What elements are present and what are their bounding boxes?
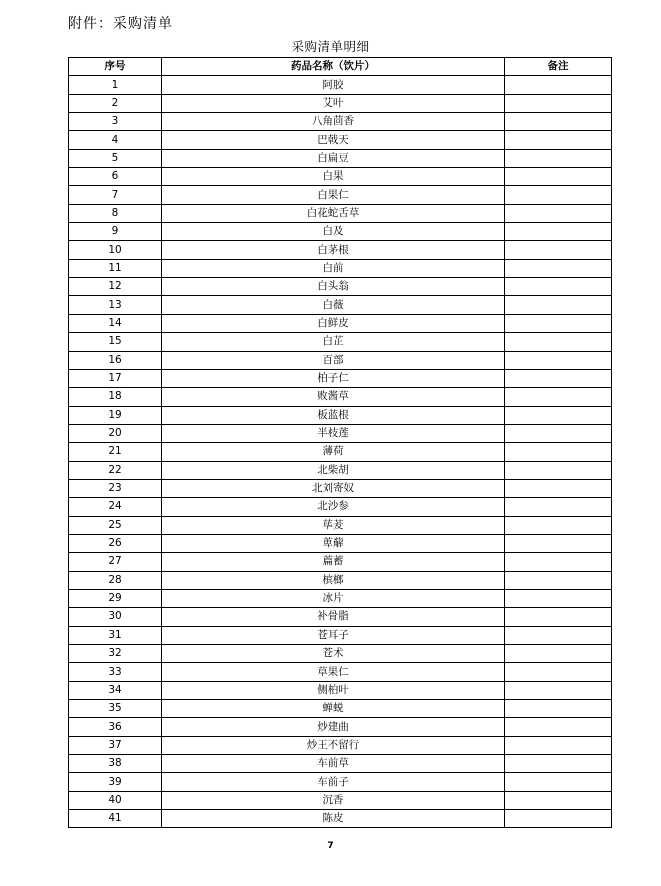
row-drug-name: 白扁豆 xyxy=(162,149,505,167)
table-row xyxy=(69,498,612,516)
row-drug-name: 冰片 xyxy=(162,589,505,607)
row-remark xyxy=(505,791,612,809)
table-row xyxy=(69,314,612,332)
row-drug-name: 艾叶 xyxy=(162,94,505,112)
row-drug-name: 柏子仁 xyxy=(162,369,505,387)
row-index: 9 xyxy=(69,223,162,241)
row-drug-name: 槟榔 xyxy=(162,571,505,589)
row-index: 4 xyxy=(69,131,162,149)
row-drug-name: 白茅根 xyxy=(162,241,505,259)
row-remark xyxy=(505,406,612,424)
table-row xyxy=(69,553,612,571)
table-row xyxy=(69,645,612,663)
row-index: 14 xyxy=(69,314,162,332)
row-drug-name: 白头翁 xyxy=(162,278,505,296)
row-remark xyxy=(505,755,612,773)
row-remark xyxy=(505,333,612,351)
table-row xyxy=(69,296,612,314)
row-index: 28 xyxy=(69,571,162,589)
row-drug-name: 陈皮 xyxy=(162,810,505,828)
row-drug-name: 白花蛇舌草 xyxy=(162,204,505,222)
row-remark xyxy=(505,718,612,736)
row-remark xyxy=(505,461,612,479)
table-row xyxy=(69,516,612,534)
row-remark xyxy=(505,498,612,516)
row-index: 27 xyxy=(69,553,162,571)
row-index: 30 xyxy=(69,608,162,626)
row-remark xyxy=(505,186,612,204)
row-index: 16 xyxy=(69,351,162,369)
row-index: 37 xyxy=(69,736,162,754)
header-index: 序号 xyxy=(69,58,162,76)
table-row xyxy=(69,663,612,681)
row-drug-name: 北沙参 xyxy=(162,498,505,516)
table-row xyxy=(69,443,612,461)
row-remark xyxy=(505,700,612,718)
row-drug-name: 炒王不留行 xyxy=(162,736,505,754)
row-index: 41 xyxy=(69,810,162,828)
row-index: 5 xyxy=(69,149,162,167)
row-drug-name: 车前子 xyxy=(162,773,505,791)
row-drug-name: 板蓝根 xyxy=(162,406,505,424)
row-drug-name: 车前草 xyxy=(162,755,505,773)
row-remark xyxy=(505,168,612,186)
row-remark xyxy=(505,296,612,314)
row-remark xyxy=(505,113,612,131)
row-remark xyxy=(505,663,612,681)
table-row xyxy=(69,94,612,112)
row-remark xyxy=(505,773,612,791)
row-index: 8 xyxy=(69,204,162,222)
row-index: 12 xyxy=(69,278,162,296)
row-index: 20 xyxy=(69,424,162,442)
row-index: 23 xyxy=(69,479,162,497)
row-index: 11 xyxy=(69,259,162,277)
row-remark xyxy=(505,443,612,461)
attachment-label: 附件：采购清单 xyxy=(68,16,173,32)
row-index: 15 xyxy=(69,333,162,351)
row-remark xyxy=(505,553,612,571)
table-row xyxy=(69,351,612,369)
row-index: 3 xyxy=(69,113,162,131)
row-drug-name: 萹蓄 xyxy=(162,553,505,571)
table-row xyxy=(69,241,612,259)
table-row xyxy=(69,700,612,718)
row-remark xyxy=(505,223,612,241)
row-index: 21 xyxy=(69,443,162,461)
row-drug-name: 白果 xyxy=(162,168,505,186)
row-index: 39 xyxy=(69,773,162,791)
page-number: 7 xyxy=(327,841,334,851)
table-row xyxy=(69,259,612,277)
table-row xyxy=(69,571,612,589)
table-row xyxy=(69,131,612,149)
row-drug-name: 蝉蜕 xyxy=(162,700,505,718)
row-index: 29 xyxy=(69,589,162,607)
row-index: 34 xyxy=(69,681,162,699)
row-remark xyxy=(505,810,612,828)
row-drug-name: 北刘寄奴 xyxy=(162,479,505,497)
row-index: 2 xyxy=(69,94,162,112)
row-drug-name: 白前 xyxy=(162,259,505,277)
row-index: 19 xyxy=(69,406,162,424)
table-row xyxy=(69,718,612,736)
table-row xyxy=(69,461,612,479)
table-row xyxy=(69,113,612,131)
row-drug-name: 白果仁 xyxy=(162,186,505,204)
row-drug-name: 白薇 xyxy=(162,296,505,314)
row-drug-name: 白鲜皮 xyxy=(162,314,505,332)
row-index: 17 xyxy=(69,369,162,387)
row-index: 40 xyxy=(69,791,162,809)
row-drug-name: 白及 xyxy=(162,223,505,241)
table-row xyxy=(69,736,612,754)
table-row xyxy=(69,168,612,186)
row-remark xyxy=(505,241,612,259)
row-remark xyxy=(505,314,612,332)
row-index: 33 xyxy=(69,663,162,681)
row-remark xyxy=(505,424,612,442)
row-remark xyxy=(505,131,612,149)
row-remark xyxy=(505,278,612,296)
table-row xyxy=(69,76,612,94)
table-body xyxy=(69,76,612,828)
header-name: 药品名称（饮片） xyxy=(162,58,505,76)
table-row xyxy=(69,810,612,828)
row-index: 22 xyxy=(69,461,162,479)
row-index: 25 xyxy=(69,516,162,534)
row-remark xyxy=(505,626,612,644)
table-row xyxy=(69,681,612,699)
row-drug-name: 侧柏叶 xyxy=(162,681,505,699)
row-drug-name: 薄荷 xyxy=(162,443,505,461)
table-row xyxy=(69,223,612,241)
header-remark: 备注 xyxy=(505,58,612,76)
row-drug-name: 草果仁 xyxy=(162,663,505,681)
row-index: 13 xyxy=(69,296,162,314)
row-drug-name: 补骨脂 xyxy=(162,608,505,626)
row-remark xyxy=(505,204,612,222)
table-row xyxy=(69,608,612,626)
row-index: 36 xyxy=(69,718,162,736)
row-drug-name: 萆薢 xyxy=(162,534,505,552)
table-row xyxy=(69,424,612,442)
row-index: 31 xyxy=(69,626,162,644)
row-index: 32 xyxy=(69,645,162,663)
table-row xyxy=(69,626,612,644)
table-row xyxy=(69,186,612,204)
row-drug-name: 百部 xyxy=(162,351,505,369)
table-title: 采购清单明细 xyxy=(291,39,370,54)
row-drug-name: 巴戟天 xyxy=(162,131,505,149)
row-remark xyxy=(505,76,612,94)
row-remark xyxy=(505,589,612,607)
row-drug-name: 八角茴香 xyxy=(162,113,505,131)
row-drug-name: 炒建曲 xyxy=(162,718,505,736)
row-remark xyxy=(505,681,612,699)
table-row xyxy=(69,204,612,222)
row-index: 24 xyxy=(69,498,162,516)
row-remark xyxy=(505,571,612,589)
row-remark xyxy=(505,479,612,497)
table-row xyxy=(69,333,612,351)
row-remark xyxy=(505,149,612,167)
row-drug-name: 阿胶 xyxy=(162,76,505,94)
table-row xyxy=(69,589,612,607)
table-header-row xyxy=(69,58,612,76)
row-index: 1 xyxy=(69,76,162,94)
row-remark xyxy=(505,534,612,552)
row-remark xyxy=(505,608,612,626)
table-row xyxy=(69,755,612,773)
table-row xyxy=(69,149,612,167)
row-remark xyxy=(505,259,612,277)
row-drug-name: 白芷 xyxy=(162,333,505,351)
row-remark xyxy=(505,94,612,112)
row-index: 10 xyxy=(69,241,162,259)
row-index: 7 xyxy=(69,186,162,204)
row-remark xyxy=(505,351,612,369)
row-index: 35 xyxy=(69,700,162,718)
row-drug-name: 苍耳子 xyxy=(162,626,505,644)
row-remark xyxy=(505,645,612,663)
table-row xyxy=(69,278,612,296)
row-index: 38 xyxy=(69,755,162,773)
row-drug-name: 半枝莲 xyxy=(162,424,505,442)
table-row xyxy=(69,534,612,552)
table-row xyxy=(69,369,612,387)
row-index: 18 xyxy=(69,388,162,406)
table-row xyxy=(69,791,612,809)
row-drug-name: 沉香 xyxy=(162,791,505,809)
table-row xyxy=(69,479,612,497)
row-remark xyxy=(505,388,612,406)
table-row xyxy=(69,388,612,406)
row-remark xyxy=(505,516,612,534)
row-drug-name: 荜茇 xyxy=(162,516,505,534)
row-drug-name: 败酱草 xyxy=(162,388,505,406)
row-remark xyxy=(505,736,612,754)
procurement-table xyxy=(68,57,612,828)
row-remark xyxy=(505,369,612,387)
row-index: 6 xyxy=(69,168,162,186)
table-row xyxy=(69,406,612,424)
table-row xyxy=(69,773,612,791)
row-drug-name: 北柴胡 xyxy=(162,461,505,479)
row-index: 26 xyxy=(69,534,162,552)
row-drug-name: 苍术 xyxy=(162,645,505,663)
